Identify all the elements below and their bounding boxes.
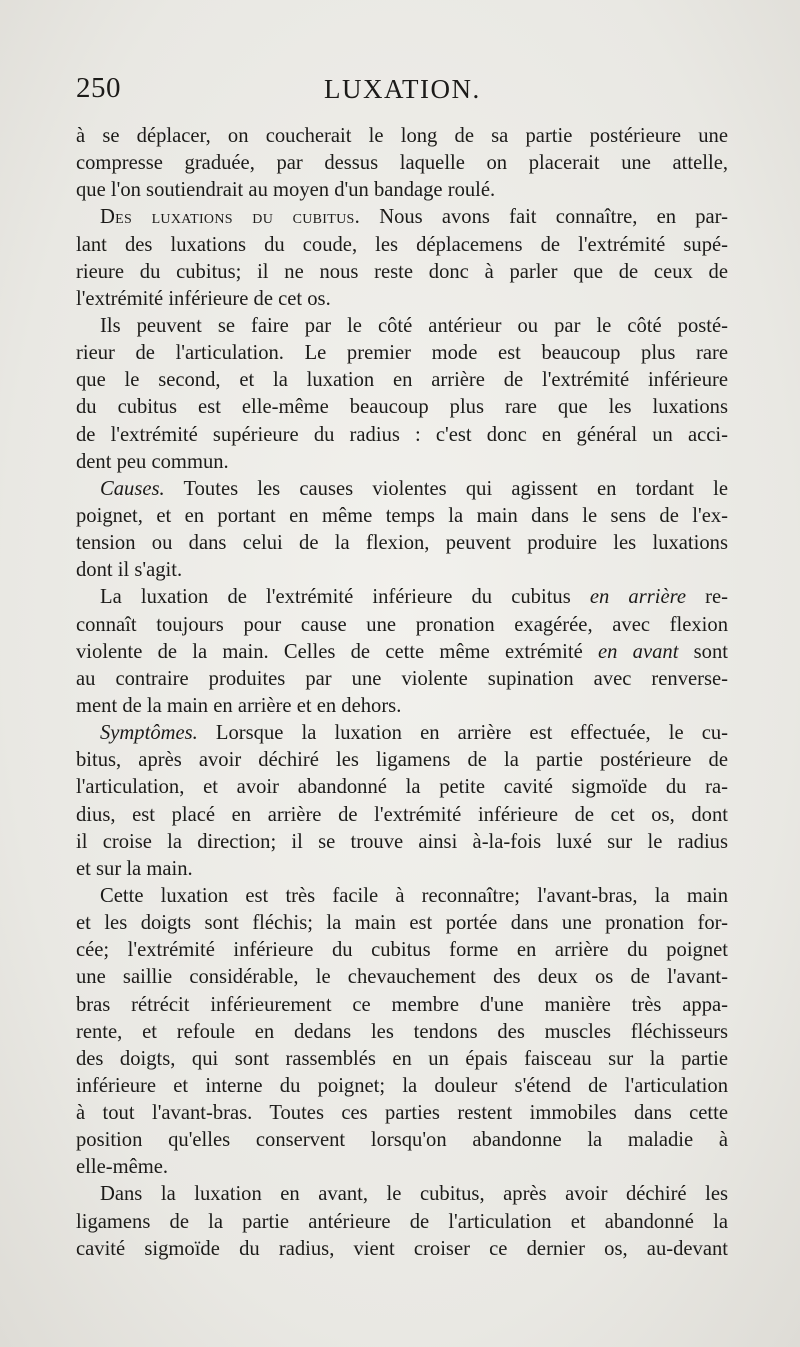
text-line: dius, est placé en arrière de l'extrémité inférieure de cet os, dont bbox=[76, 803, 728, 826]
page-header bbox=[76, 72, 726, 112]
text-run: Toutes les causes violentes qui agissent en tordant le bbox=[164, 477, 728, 500]
text-line: Dans la luxation en avant, le cubitus, après avoir déchiré les bbox=[100, 1183, 728, 1206]
text-line: rente, et refoule en dedans les tendons des muscles fléchisseurs bbox=[76, 1020, 728, 1043]
text-run: Lorsque la luxation en arrière est effectuée, le cu- bbox=[197, 722, 728, 745]
text-line: une saillie considérable, le chevauchement des deux os de l'avant- bbox=[76, 966, 728, 989]
italic-term: en arrière bbox=[589, 586, 687, 609]
text-line: que le second, et la luxation en arrière de l'extrémité inférieure bbox=[76, 369, 728, 392]
text-line: elle-même. bbox=[76, 1156, 169, 1179]
text-line: à se déplacer, on coucherait le long de sa partie postérieure une bbox=[76, 125, 728, 147]
italic-term: en avant bbox=[597, 640, 679, 663]
text-line: des doigts, qui sont rassemblés en un épais faisceau sur la partie bbox=[76, 1047, 728, 1070]
text-line: Ils peuvent se faire par le côté antérieur ou par le côté posté- bbox=[100, 314, 728, 337]
text-line: l'extrémité inférieure de cet os. bbox=[76, 287, 331, 310]
text-line: compresse graduée, par dessus laquelle on placerait une attelle, bbox=[76, 152, 728, 175]
text-line: cavité sigmoïde du radius, vient croiser ce dernier os, au-devant bbox=[76, 1237, 728, 1260]
text-line: bitus, après avoir déchiré les ligamens de la partie postérieure de bbox=[76, 749, 728, 772]
running-title: LUXATION. bbox=[324, 74, 481, 104]
text-line: au contraire produites par une violente supination avec renverse- bbox=[76, 667, 728, 690]
text-line bbox=[76, 204, 728, 231]
text-run: violente de la main. Celles de cette même extrémité bbox=[76, 640, 598, 663]
text-line: à tout l'avant-bras. Toutes ces parties restent immobiles dans cette bbox=[76, 1102, 728, 1125]
body-text bbox=[76, 123, 728, 1263]
text-line: que l'on soutiendrait au moyen d'un bandage roulé. bbox=[76, 179, 496, 202]
text-line: ment de la main en arrière et en dehors. bbox=[76, 694, 402, 717]
text-run: sont bbox=[678, 640, 728, 663]
text-line: et les doigts sont fléchis; la main est portée dans une pronation for- bbox=[76, 912, 728, 935]
text-line: Cette luxation est très facile à reconnaître; l'avant-bras, la main bbox=[100, 884, 728, 907]
text-line: inférieure et interne du poignet; la douleur s'étend de l'articulation bbox=[76, 1074, 728, 1097]
text-line: connaît toujours pour cause une pronation exagérée, avec flexion bbox=[76, 613, 728, 636]
text-run: La luxation de l'extrémité inférieure du cubitus bbox=[100, 586, 590, 609]
text-line: du cubitus est elle-même beaucoup plus rare que les luxations bbox=[76, 396, 728, 419]
text-run: Nous avons fait connaître, en par- bbox=[360, 206, 728, 229]
text-line: rieur de l'articulation. Le premier mode est beaucoup plus rare bbox=[76, 342, 728, 365]
text-line bbox=[76, 720, 728, 747]
text-line: dent peu commun. bbox=[76, 450, 229, 473]
text-line: position qu'elles conservent lorsqu'on abandonne la maladie à bbox=[76, 1129, 728, 1152]
text-line: de l'extrémité supérieure du radius : c'est donc en général un acci- bbox=[76, 423, 728, 446]
text-line: tension ou dans celui de la flexion, peuvent produire les luxations bbox=[76, 532, 728, 555]
text-run: re- bbox=[686, 586, 728, 609]
text-line bbox=[76, 476, 728, 503]
text-line: dont il s'agit. bbox=[76, 559, 183, 582]
text-line: l'articulation, et avoir abandonné la petite cavité sigmoïde du ra- bbox=[76, 776, 728, 799]
italic-term: Symptômes. bbox=[100, 722, 198, 745]
text-line: lant des luxations du coude, les déplacemens de l'extrémité supé- bbox=[76, 233, 728, 256]
italic-term: Causes. bbox=[100, 477, 165, 500]
text-line: et sur la main. bbox=[76, 857, 193, 880]
text-line: ligamens de la partie antérieure de l'articulation et abandonné la bbox=[76, 1210, 728, 1233]
text-line: bras rétrécit inférieurement ce membre d'une manière très appa- bbox=[76, 993, 728, 1016]
text-line: cée; l'extrémité inférieure du cubitus forme en arrière du poignet bbox=[76, 939, 728, 962]
page-number: 250 bbox=[76, 72, 121, 104]
text-line: il croise la direction; il se trouve ainsi à-la-fois luxé sur le radius bbox=[76, 830, 728, 853]
section-heading: Des luxations du cubitus. bbox=[100, 206, 361, 229]
text-line bbox=[76, 639, 728, 666]
text-line bbox=[76, 584, 728, 611]
text-line: poignet, et en portant en même temps la main dans le sens de l'ex- bbox=[76, 504, 728, 527]
text-line: rieure du cubitus; il ne nous reste donc à parler que de ceux de bbox=[76, 260, 728, 283]
